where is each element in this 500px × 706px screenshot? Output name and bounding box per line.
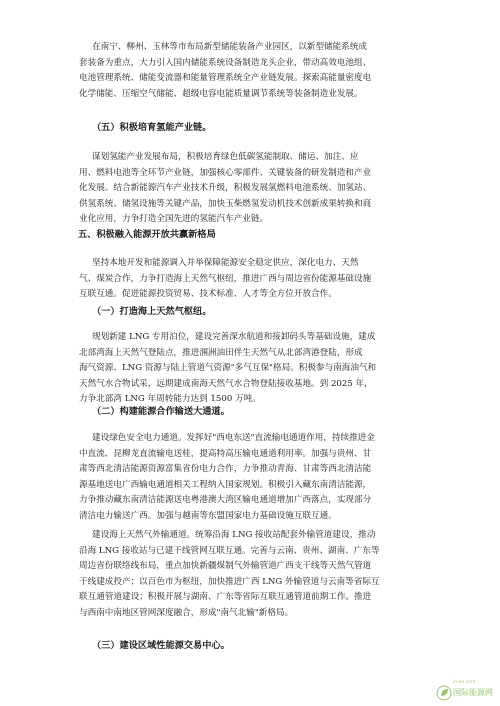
text-line: 化发展。结合新能源汽车产业技术升级，积极发展氢燃料电池系统、加氢站、 [79, 183, 372, 194]
text-line: 在南宁、柳州、玉林等市布局新型储能装备产业园区，以新型储能系统成 [92, 42, 368, 52]
section-heading-trading-center: （三）建设区域性能源交易中心。 [92, 640, 230, 651]
section-heading-transmission-channel: （二）构建能源合作输送大通道。 [92, 406, 230, 417]
text-line: 规划新建 LNG 专用泊位，建设完善深水航道和接卸码头等基础设施，建成 [92, 332, 376, 342]
text-line: 气、煤炭合作，力争打造海上天然气枢纽，推进广西与周边省份能源基础设施 [79, 273, 372, 284]
text-line: 电池管理系统、储能变流器和能量管理系统全产业链发展。探索高能量密度电 [79, 73, 372, 84]
paragraph-power-channel [79, 431, 412, 525]
text-line: 周边省份联络线布局，重点加快新疆煤制气外输管道广西支干线等天然气管道 [79, 561, 372, 572]
leaf-logo-icon [436, 685, 452, 701]
paragraph-gas-channel [79, 528, 412, 622]
paragraph-open-cooperation [79, 256, 412, 303]
text-line: 力争北部湾 LNG 年周转能力达到 1500 万吨。 [79, 394, 261, 405]
section-heading-gas-hub: （一）打造海上天然气枢纽。 [92, 306, 212, 317]
text-line: 清洁电力输送广西。加强与越南等东盟国家电力基础设施互联互通。 [79, 510, 337, 521]
text-line: 中直流、昆柳龙直流输电送桂，提高特高压输电通道利用率。加强与贵州、甘 [79, 448, 372, 459]
text-line: 源基地送电广西输电通道相关工程纳入国家规划。积极引入藏东南清洁能源， [79, 479, 372, 490]
text-line: 沿海 LNG 接收站与已建干线管网互联互通。完善与云南、贵州、湖南、广东等 [79, 545, 380, 556]
watermark-name: 国际能源网 [453, 688, 493, 697]
text-line: 套装备为重点，大力引入国内储能系统设备制造龙头企业，带动高效电池组、 [79, 57, 372, 68]
text-line: 建设海上天然气外输通道。统筹沿海 LNG 接收站配套外输管道建设，推动 [92, 530, 376, 540]
text-line: 建设绿色安全电力通道。发挥好"西电东送"直流输电通道作用，持续推进金 [92, 433, 375, 443]
site-watermark [436, 680, 496, 702]
text-line: 北部湾海上天然气登陆点，推进涠洲油田伴生天然气从北部湾港登陆，形成 [79, 347, 363, 358]
paragraph-energy-storage [79, 40, 412, 102]
text-line: 天然气水合物试采，远期建成南海天然气水合物登陆接收基地。到 2025 年， [79, 378, 373, 389]
text-line: 互联互通。促进能源投资贸易、技术标准、人才等全方位开放合作。 [79, 289, 337, 300]
text-line: 肃等西北清洁能源资源富集省份电力合作，力争推动青海、甘肃等西北清洁能 [79, 464, 372, 475]
section-heading-hydrogen: （五）积极培育氢能产业链。 [92, 122, 212, 133]
text-line: 力争推动藏东南清洁能源送电粤港澳大湾区输电通道增加广西落点，实现部分 [79, 495, 372, 506]
text-line: 联互通管道建设；积极开展与湖南、广东等省际互联互通管道前期工作。推进 [79, 592, 372, 603]
paragraph-gas-hub [79, 330, 412, 408]
text-line: 用、燃料电池等全环节产业链，加强核心零部件、关键装备的研发制造和产业 [79, 167, 372, 178]
text-line: 业化应用，力争打造全国先进的氢能汽车产业链。 [79, 214, 269, 225]
text-line: 坚持本地开发和能源调入并举保障能源安全稳定供应，深化电力、天然 [92, 258, 359, 268]
text-line: 海气资源、LNG 资源与陆上管道气资源"多气互保"格局。积极参与南海油气和 [79, 363, 377, 374]
chapter-heading-open-cooperation: 五、积极融入能源开放共赢新格局 [78, 229, 216, 240]
text-line: 化学储能、压缩空气储能、超级电容电能质量调节系统等装备制造业发展。 [79, 88, 363, 99]
watermark-domain: in-en.com [453, 680, 476, 685]
text-line: 谋划氢能产业发展布局，积极培育绿色低碳氢能制取、储运、加注、应 [92, 152, 359, 162]
text-line: 干线建成投产；以百色市为枢纽，加快推进广西 LNG 外输管道与云南等省际互 [79, 576, 380, 587]
text-line: 与西南中南地区管网深度融合，形成"南气北输"新格局。 [79, 607, 294, 618]
text-line: 供氢系统、储氢设施等关键产品，加快玉柴燃氢发动机技术创新成果转换和商 [79, 198, 372, 209]
paragraph-hydrogen [79, 150, 412, 228]
